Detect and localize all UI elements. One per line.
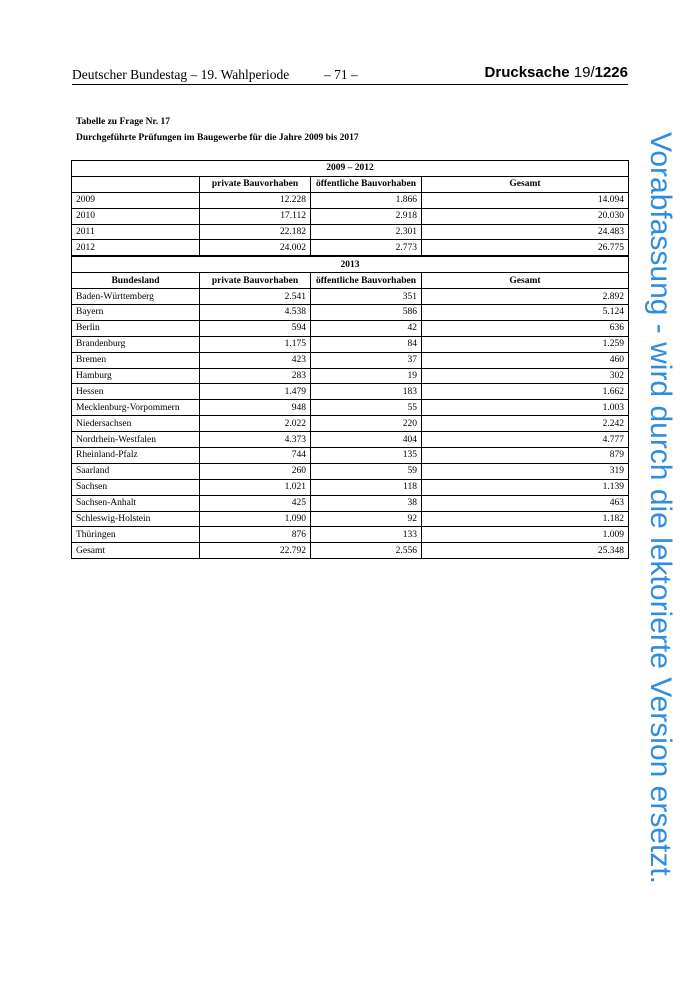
row-label: 2009 — [72, 192, 200, 208]
watermark-text: Vorabfassung - wird durch die lektorierte Version ersetzt. — [644, 131, 677, 885]
column-header — [72, 176, 200, 192]
value-cell: 4.373 — [200, 432, 311, 448]
table-row — [72, 543, 629, 559]
column-header: Bundesland — [72, 273, 200, 289]
row-label: Sachsen — [72, 479, 200, 495]
value-cell: 1.662 — [422, 384, 629, 400]
table-row — [72, 224, 629, 240]
table-row — [72, 463, 629, 479]
table-row — [72, 432, 629, 448]
table-row — [72, 479, 629, 495]
header-doc-label: Drucksache — [484, 64, 570, 81]
row-label: Baden-Württemberg — [72, 289, 200, 305]
value-cell: 5.124 — [422, 305, 629, 321]
value-cell: 460 — [422, 352, 629, 368]
value-cell: 183 — [311, 384, 422, 400]
row-label: Berlin — [72, 320, 200, 336]
value-cell: 1.866 — [311, 192, 422, 208]
value-cell: 84 — [311, 336, 422, 352]
table-row — [72, 511, 629, 527]
value-cell: 133 — [311, 527, 422, 543]
value-cell: 404 — [311, 432, 422, 448]
row-label: Hessen — [72, 384, 200, 400]
section-title-row — [72, 161, 629, 177]
row-label: 2010 — [72, 208, 200, 224]
table-caption-number: Tabelle zu Frage Nr. 17 — [76, 117, 171, 127]
value-cell: 744 — [200, 448, 311, 464]
row-label: Nordrhein-Westfalen — [72, 432, 200, 448]
value-cell: 22.182 — [200, 224, 311, 240]
value-cell: 92 — [311, 511, 422, 527]
table-row — [72, 192, 629, 208]
value-cell: 1.175 — [200, 336, 311, 352]
value-cell: 4.777 — [422, 432, 629, 448]
value-cell: 38 — [311, 495, 422, 511]
row-label: Saarland — [72, 463, 200, 479]
row-label: Bayern — [72, 305, 200, 321]
column-header-row — [72, 176, 629, 192]
column-header: öffentliche Bauvorhaben — [311, 273, 422, 289]
table-row — [72, 400, 629, 416]
table-row — [72, 416, 629, 432]
value-cell: 879 — [422, 448, 629, 464]
header-page-number: – 71 – — [324, 67, 358, 82]
row-label: 2012 — [72, 240, 200, 256]
column-header: öffentliche Bauvorhaben — [311, 176, 422, 192]
value-cell: 25.348 — [422, 543, 629, 559]
value-cell: 22.792 — [200, 543, 311, 559]
value-cell: 2.556 — [311, 543, 422, 559]
table-row — [72, 384, 629, 400]
value-cell: 2.301 — [311, 224, 422, 240]
value-cell: 1.003 — [422, 400, 629, 416]
table-row — [72, 240, 629, 256]
value-cell: 2.773 — [311, 240, 422, 256]
table-row — [72, 208, 629, 224]
section-title: 2009 – 2012 — [72, 161, 629, 177]
draft-watermark — [630, 108, 690, 908]
value-cell: 319 — [422, 463, 629, 479]
value-cell: 636 — [422, 320, 629, 336]
value-cell: 423 — [200, 352, 311, 368]
value-cell: 1.479 — [200, 384, 311, 400]
value-cell: 26.775 — [422, 240, 629, 256]
value-cell: 1.021 — [200, 479, 311, 495]
table-row — [72, 336, 629, 352]
value-cell: 37 — [311, 352, 422, 368]
value-cell: 19 — [311, 368, 422, 384]
row-label: Schleswig-Holstein — [72, 511, 200, 527]
row-label: Bremen — [72, 352, 200, 368]
table-row — [72, 320, 629, 336]
table-row — [72, 368, 629, 384]
row-label: Rheinland-Pfalz — [72, 448, 200, 464]
table-row — [72, 495, 629, 511]
table-caption-title: Durchgeführte Prüfungen im Baugewerbe für die Jahre 2009 bis 2017 — [76, 133, 359, 143]
value-cell: 24.002 — [200, 240, 311, 256]
header-rule — [72, 84, 628, 85]
table-row — [72, 289, 629, 305]
page-header — [72, 64, 628, 84]
value-cell: 948 — [200, 400, 311, 416]
row-label: 2011 — [72, 224, 200, 240]
value-cell: 24.483 — [422, 224, 629, 240]
value-cell: 2.242 — [422, 416, 629, 432]
row-label: Thüringen — [72, 527, 200, 543]
header-doc-id: 1226 — [594, 64, 628, 81]
value-cell: 586 — [311, 305, 422, 321]
value-cell: 1.182 — [422, 511, 629, 527]
value-cell: 351 — [311, 289, 422, 305]
value-cell: 14.094 — [422, 192, 629, 208]
value-cell: 135 — [311, 448, 422, 464]
value-cell: 20.030 — [422, 208, 629, 224]
value-cell: 1.259 — [422, 336, 629, 352]
column-header: private Bauvorhaben — [200, 273, 311, 289]
value-cell: 425 — [200, 495, 311, 511]
table-row — [72, 352, 629, 368]
row-label: Brandenburg — [72, 336, 200, 352]
value-cell: 59 — [311, 463, 422, 479]
value-cell: 1.090 — [200, 511, 311, 527]
row-label: Hamburg — [72, 368, 200, 384]
value-cell: 2.022 — [200, 416, 311, 432]
column-header-row — [72, 273, 629, 289]
header-doc-series: 19/ — [573, 64, 595, 81]
value-cell: 2.918 — [311, 208, 422, 224]
value-cell: 283 — [200, 368, 311, 384]
value-cell: 118 — [311, 479, 422, 495]
value-cell: 1.139 — [422, 479, 629, 495]
value-cell: 2.541 — [200, 289, 311, 305]
section-title: 2013 — [72, 256, 629, 272]
value-cell: 876 — [200, 527, 311, 543]
value-cell: 594 — [200, 320, 311, 336]
value-cell: 260 — [200, 463, 311, 479]
value-cell: 2.892 — [422, 289, 629, 305]
column-header: Gesamt — [422, 273, 629, 289]
row-label: Gesamt — [72, 543, 200, 559]
value-cell: 4.538 — [200, 305, 311, 321]
value-cell: 17.112 — [200, 208, 311, 224]
table-row — [72, 305, 629, 321]
section-title-row — [72, 256, 629, 272]
value-cell: 302 — [422, 368, 629, 384]
value-cell: 55 — [311, 400, 422, 416]
column-header: private Bauvorhaben — [200, 176, 311, 192]
row-label: Sachsen-Anhalt — [72, 495, 200, 511]
inspections-table — [71, 160, 629, 559]
table-row — [72, 448, 629, 464]
value-cell: 463 — [422, 495, 629, 511]
value-cell: 1.009 — [422, 527, 629, 543]
value-cell: 12.228 — [200, 192, 311, 208]
value-cell: 220 — [311, 416, 422, 432]
table-row — [72, 527, 629, 543]
column-header: Gesamt — [422, 176, 629, 192]
header-publication: Deutscher Bundestag – 19. Wahlperiode — [72, 67, 290, 82]
header-document-number — [485, 64, 628, 81]
value-cell: 42 — [311, 320, 422, 336]
row-label: Mecklenburg-Vorpommern — [72, 400, 200, 416]
row-label: Niedersachsen — [72, 416, 200, 432]
